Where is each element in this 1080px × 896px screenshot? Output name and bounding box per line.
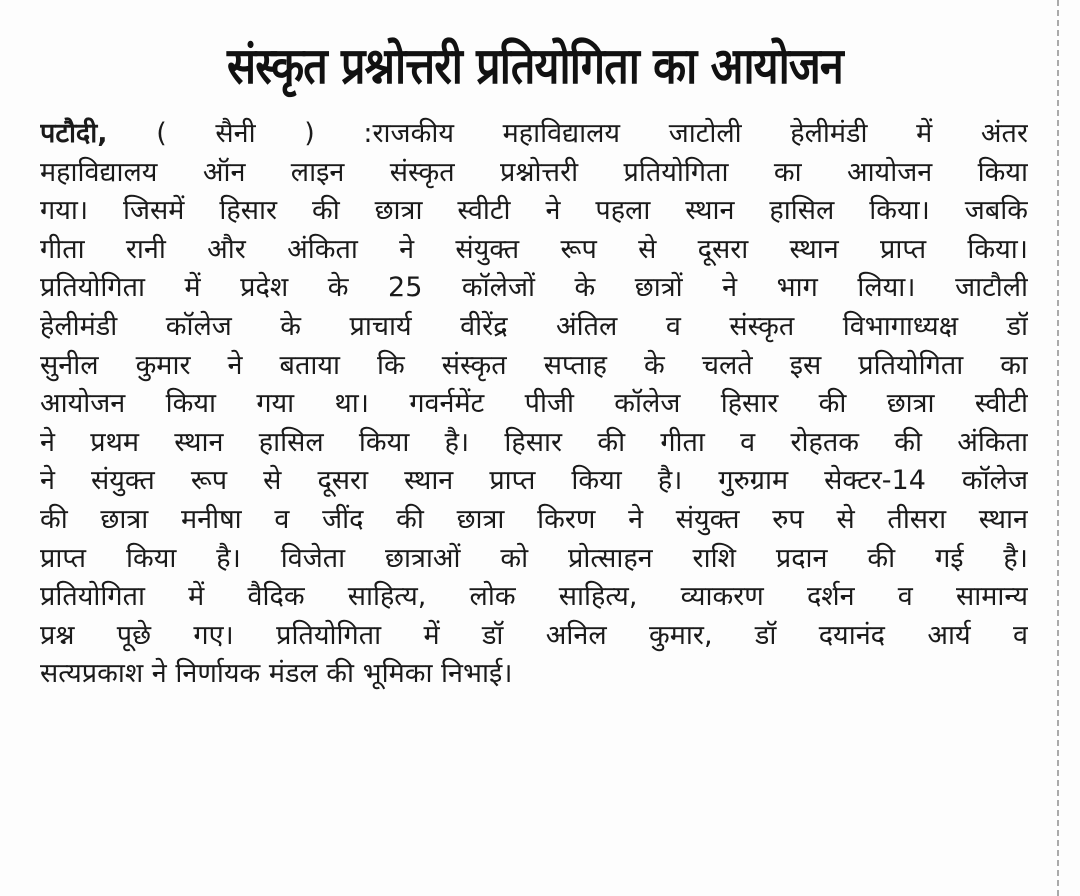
article-line: हेलीमंडी कॉलेज के प्राचार्य वीरेंद्र अंतिल व संस्कृत विभागाध्यक्ष डॉ: [40, 310, 1028, 342]
article-line-last: सत्यप्रकाश ने निर्णायक मंडल की भूमिका निभाई।: [40, 658, 513, 690]
article-line: प्रश्न पूछे गए। प्रतियोगिता में डॉ अनिल कुमार, डॉ दयानंद आर्य व: [40, 619, 1028, 651]
article-line: प्रतियोगिता में वैदिक साहित्य, लोक साहित्य, व्याकरण दर्शन व सामान्य: [40, 581, 1028, 613]
article-line: महाविद्यालय ऑन लाइन संस्कृत प्रश्नोत्तरी प्रतियोगिता का आयोजन किया: [40, 156, 1028, 188]
article-line: गीता रानी और अंकिता ने संयुक्त रूप से दूसरा स्थान प्राप्त किया।: [40, 233, 1028, 265]
article-line-first: [40, 115, 1028, 154]
column-divider: [1057, 0, 1059, 896]
article-body: [40, 115, 1028, 694]
next-article-cut-headline: [40, 878, 1030, 896]
dateline: पटौदी,: [40, 118, 108, 149]
article-line: प्राप्त किया है। विजेता छात्राओं को प्रोत्साहन राशि प्रदान की गई है।: [40, 542, 1028, 574]
article-line: आयोजन किया गया था। गवर्नमेंट पीजी कॉलेज हिसार की छात्रा स्वीटी: [40, 388, 1028, 420]
article-line: की छात्रा मनीषा व जींद की छात्रा किरण ने संयुक्त रुप से तीसरा स्थान: [40, 503, 1028, 535]
article-line: सुनील कुमार ने बताया कि संस्कृत सप्ताह के चलते इस प्रतियोगिता का: [40, 349, 1028, 381]
byline: ( सैनी ) :: [156, 118, 373, 149]
article-line: गया। जिसमें हिसार की छात्रा स्वीटी ने पहला स्थान हासिल किया। जबकि: [40, 195, 1028, 227]
headline: संस्कृत प्रश्नोत्तरी प्रतियोगिता का आयोजन: [227, 37, 843, 95]
article-line: ने संयुक्त रूप से दूसरा स्थान प्राप्त किया है। गुरुग्राम सेक्टर-14 कॉलेज: [40, 465, 1028, 497]
article-line: प्रतियोगिता में प्रदेश के 25 कॉलेजों के छात्रों ने भाग लिया। जाटौली: [40, 272, 1028, 304]
article-text: राजकीय महाविद्यालय जाटोली हेलीमंडी में अंतर: [372, 118, 1028, 149]
article-line: ने प्रथम स्थान हासिल किया है। हिसार की गीता व रोहतक की अंकिता: [40, 426, 1028, 458]
